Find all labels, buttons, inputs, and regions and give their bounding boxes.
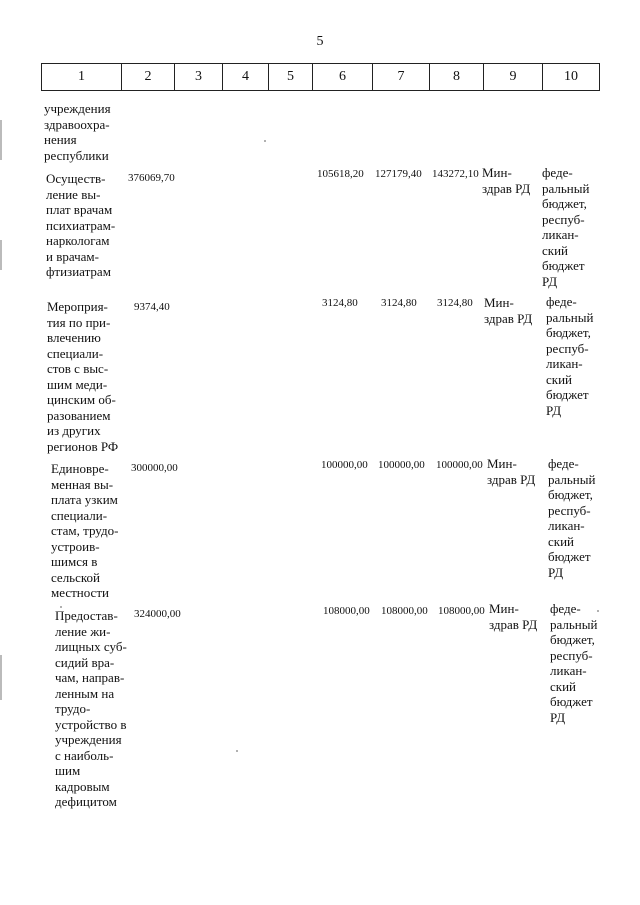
row-2-name: Мероприя- тия по при- влечению специали- стов с выс- шим меди- цинским об- разованием из других регионов РФ: [47, 299, 119, 454]
row-3-col8: 100000,00: [436, 459, 483, 471]
row-3-name: Единовре- менная вы- плата узким специали- стам, трудо- устроив- шимся в сельской местности: [51, 461, 119, 600]
row-4-name: Предостав- ление жи- лищных суб- сидий вра- чам, направ- ленным на трудо- устройство в учреждения с наиболь- шим кадровым дефицитом: [55, 608, 127, 809]
row-4-col7: 108000,00: [381, 605, 428, 617]
column-header-2: 2: [122, 64, 175, 91]
column-header-9: 9: [484, 64, 543, 91]
row-4-executor: Мин- здрав РД: [489, 601, 538, 632]
row-1-total: 376069,70: [128, 172, 175, 184]
row-2-executor: Мин- здрав РД: [484, 295, 533, 326]
page-number: 5: [316, 34, 324, 49]
row-1-executor: Мин- здрав РД: [482, 165, 531, 196]
row-3-col6: 100000,00: [321, 459, 368, 471]
row-4-total: 324000,00: [134, 608, 181, 620]
row-2-total: 9374,40: [134, 301, 170, 313]
scan-edge-mark: [0, 240, 2, 270]
column-header-8: 8: [430, 64, 484, 91]
scan-edge-mark: [0, 655, 2, 700]
row-0-name: учреждения здравоохра- нения республики: [44, 101, 111, 163]
row-2-col7: 3124,80: [381, 297, 417, 309]
row-2-col6: 3124,80: [322, 297, 358, 309]
row-3-source: феде- ральный бюджет, респуб- ликан- ский бюджет РД: [548, 456, 596, 580]
column-header-row: [41, 63, 600, 91]
row-1-col6: 105618,20: [317, 168, 364, 180]
row-2-col8: 3124,80: [437, 297, 473, 309]
row-4-col6: 108000,00: [323, 605, 370, 617]
column-header-6: 6: [313, 64, 373, 91]
column-header-5: 5: [269, 64, 313, 91]
column-header-10: 10: [543, 64, 600, 91]
scan-edge-mark: [0, 120, 2, 160]
column-header-7: 7: [373, 64, 430, 91]
row-1-col8: 143272,10: [432, 168, 479, 180]
row-3-executor: Мин- здрав РД: [487, 456, 536, 487]
row-1-col7: 127179,40: [375, 168, 422, 180]
column-header-3: 3: [175, 64, 223, 91]
row-4-source: феде- ральный бюджет, респуб- ликан- ский бюджет РД: [550, 601, 598, 725]
row-1-name: Осуществ- ление вы- плат врачам психиатрам- наркологам и врачам- фтизиатрам: [46, 171, 116, 279]
column-header-1: 1: [42, 64, 122, 91]
row-3-total: 300000,00: [131, 462, 178, 474]
row-3-col7: 100000,00: [378, 459, 425, 471]
column-header-4: 4: [223, 64, 269, 91]
row-1-source: феде- ральный бюджет, респуб- ликан- ский бюджет РД: [542, 165, 590, 289]
row-2-source: феде- ральный бюджет, респуб- ликан- ский бюджет РД: [546, 294, 594, 418]
row-4-col8: 108000,00: [438, 605, 485, 617]
